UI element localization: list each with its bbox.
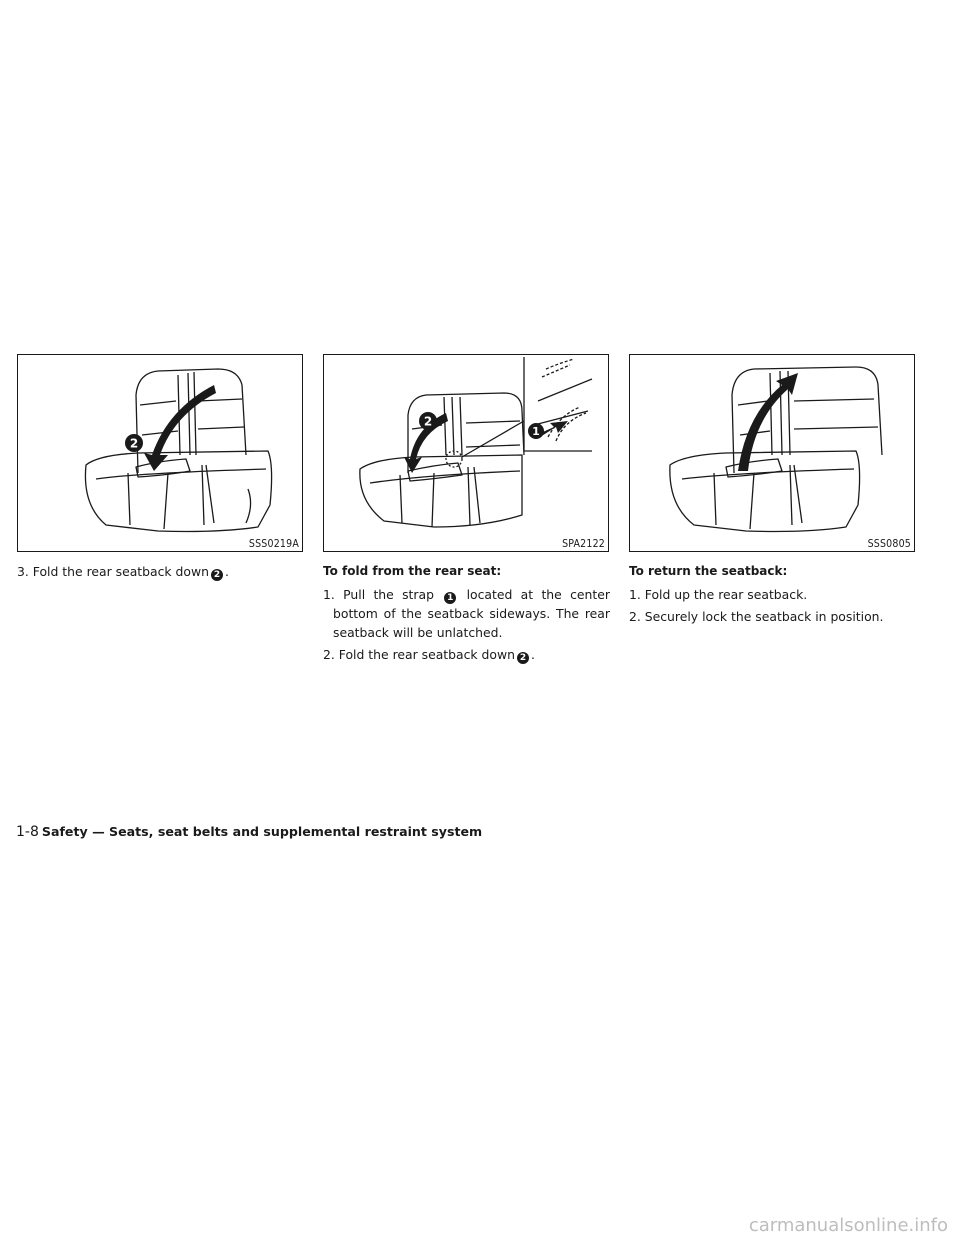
step-2 (323, 645, 610, 664)
figure-pull-strap (323, 354, 609, 552)
rear-seat-fold-illustration (18, 355, 303, 552)
rear-seat-return-illustration (630, 355, 915, 552)
section-title: Safety — Seats, seat belts and supplemental restraint system (41, 824, 483, 839)
callout-2-icon: 2 (517, 652, 529, 664)
step-text: located at the center bottom of the seatback sideways. The rear seatback will be unlatched. (333, 587, 610, 640)
column-1-text (17, 562, 307, 581)
callout-label: 1 (532, 425, 540, 438)
callout-label: 2 (129, 436, 139, 451)
page-footer (16, 824, 482, 840)
subheading-return: To return the seatback: (629, 564, 788, 578)
step-number: 2. (323, 647, 335, 662)
figure-fold-seatback (17, 354, 303, 552)
step-text: Pull the strap (343, 587, 434, 602)
figure-code: SPA2122 (562, 538, 605, 550)
page-number: 1-8 (16, 824, 39, 840)
step-number: 1. (323, 587, 335, 602)
step-3 (17, 562, 307, 581)
watermark: carmanualsonline.info (748, 1215, 948, 1236)
step-number: 3. (17, 564, 29, 579)
figure-return-seatback (629, 354, 915, 552)
subheading-fold: To fold from the rear seat: (323, 564, 502, 578)
step-1 (323, 585, 610, 642)
step-text: Fold the rear seatback down (32, 564, 209, 579)
step-text: Fold the rear seatback down (338, 647, 515, 662)
step-2: 2. Securely lock the seatback in position. (629, 609, 884, 624)
callout-2-icon: 2 (211, 569, 223, 581)
punctuation: . (530, 647, 535, 662)
figure-code: SSS0805 (867, 538, 911, 550)
column-2-text (323, 562, 610, 664)
callout-1-icon: 1 (444, 592, 456, 604)
callout-label: 2 (423, 414, 433, 429)
rear-seat-strap-illustration (324, 355, 609, 552)
column-3-text (629, 562, 919, 626)
step-1: 1. Fold up the rear seatback. (629, 587, 808, 602)
figure-code: SSS0219A (248, 538, 299, 550)
punctuation: . (224, 564, 229, 579)
